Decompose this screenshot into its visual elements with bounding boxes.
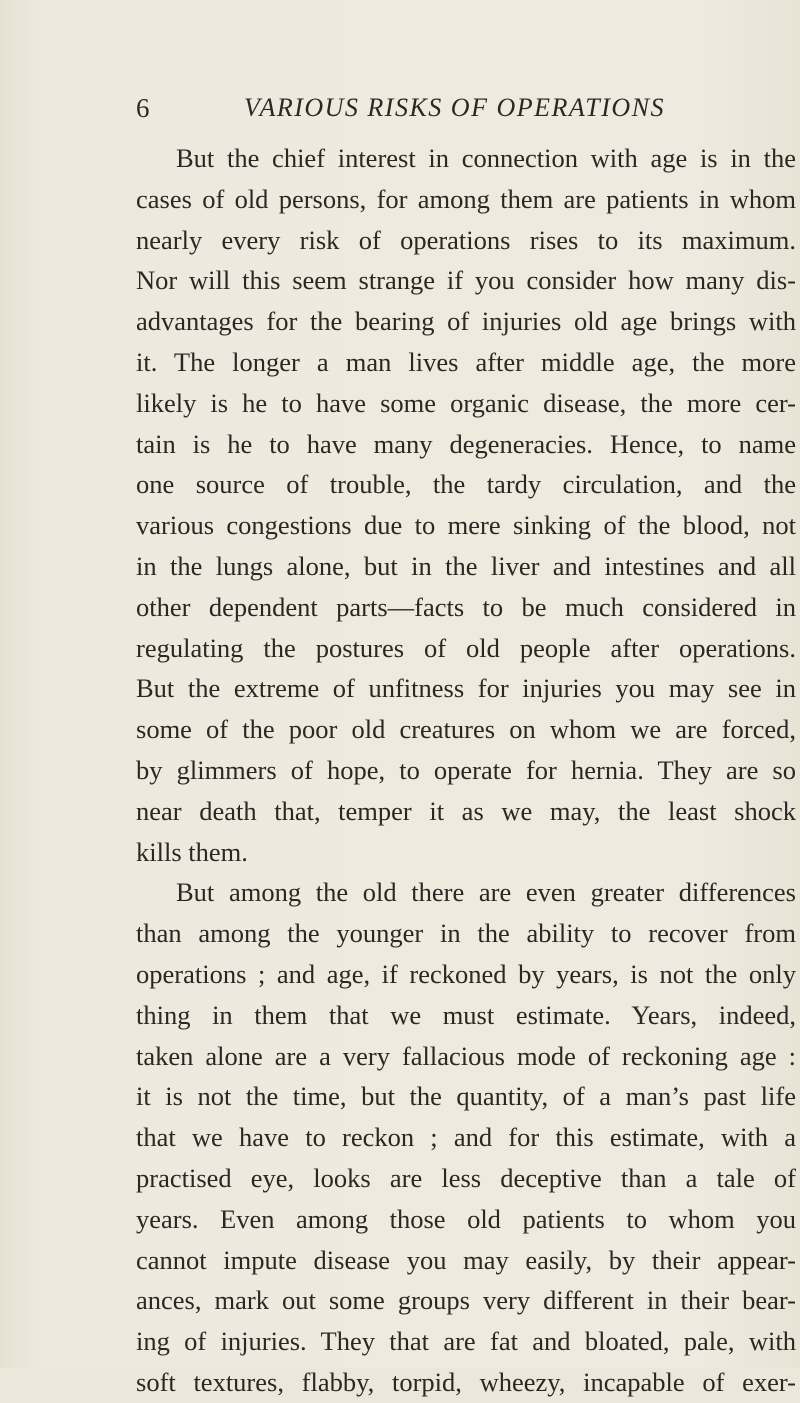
text-line: other dependent parts—facts to be much considered in [136, 591, 796, 622]
text-line: it. The longer a man lives after middle age, the more [136, 346, 796, 377]
text-line: near death that, temper it as we may, the least shock [136, 795, 796, 826]
text-line: by glimmers of hope, to operate for hernia. They are so [136, 754, 796, 785]
text-line: thing in them that we must estimate. Years, indeed, [136, 999, 796, 1030]
running-head [136, 88, 796, 128]
text-line: kills them. [136, 836, 248, 867]
text-line: tain is he to have many degeneracies. Hence, to name [136, 428, 796, 459]
text-line: But among the old there are even greater differences [176, 877, 796, 908]
text-line: practised eye, looks are less deceptive than a tale of [136, 1162, 796, 1193]
text-line: taken alone are a very fallacious mode of reckoning age : [136, 1040, 796, 1071]
text-line: it is not the time, but the quantity, of a man’s past life [136, 1081, 796, 1112]
body-text [136, 138, 796, 1403]
text-line: But the chief interest in connection with age is in the [176, 143, 796, 173]
text-line: operations ; and age, if reckoned by years, is not the only [136, 958, 796, 989]
text-line: But the extreme of unfitness for injuries you may see in [136, 673, 796, 704]
text-line: ing of injuries. They that are fat and bloated, pale, with [136, 1326, 796, 1357]
text-line: various congestions due to mere sinking of the blood, not [136, 510, 796, 541]
text-line: some of the poor old creatures on whom we are forced, [136, 714, 796, 745]
text-line: that we have to reckon ; and for this estimate, with a [136, 1122, 796, 1153]
text-line: cannot impute disease you may easily, by their appear- [136, 1244, 796, 1275]
text-line: advantages for the bearing of injuries old age brings with [136, 306, 796, 337]
text-line: soft textures, flabby, torpid, wheezy, incapable of exer- [136, 1366, 796, 1397]
page-number: 6 [136, 93, 150, 123]
text-line: one source of trouble, the tardy circulation, and the [136, 469, 796, 500]
text-line: than among the younger in the ability to recover from [136, 918, 796, 949]
text-line: nearly every risk of operations rises to its maximum. [136, 224, 796, 255]
text-line: years. Even among those old patients to whom you [136, 1203, 796, 1234]
text-line: cases of old persons, for among them are patients in whom [136, 183, 796, 214]
text-line: regulating the postures of old people after operations. [136, 632, 796, 663]
running-title: VARIOUS RISKS OF OPERATIONS [244, 93, 666, 122]
text-line: Nor will this seem strange if you consider how many dis- [136, 265, 796, 296]
text-line: in the lungs alone, but in the liver and intestines and all [136, 550, 796, 581]
text-line: ances, mark out some groups very different in their bear- [136, 1285, 796, 1316]
text-line: likely is he to have some organic disease, the more cer- [136, 387, 796, 418]
